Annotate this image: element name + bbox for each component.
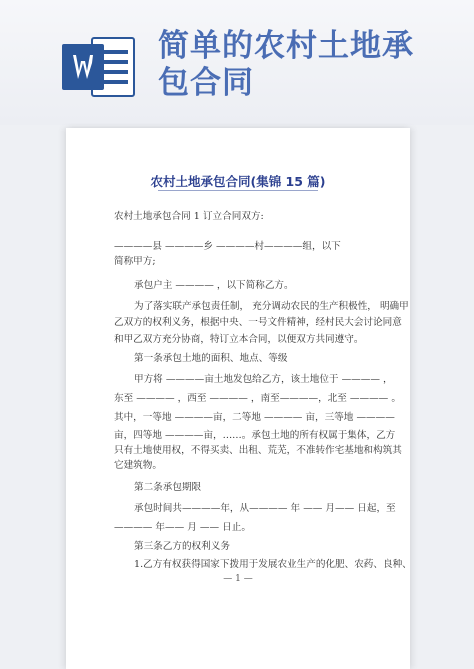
text-line: 为了落实联产承包责任制， 充分调动农民的生产积极性， 明确甲 — [134, 301, 409, 312]
text-line: 承包户主 ———— ，以下简称乙方。 — [134, 280, 294, 291]
text-line: 承包时间共————年，从———— 年 —— 月—— 日起，至 — [134, 503, 396, 514]
title-line-1: 简单的农村土地承 — [158, 28, 414, 64]
text-line: 简称甲方; — [114, 256, 156, 267]
text-line: 1.乙方有权获得国家下拨用于发展农业生产的化肥、农药、良种、 — [134, 559, 412, 570]
title-line-2: 包合同 — [158, 65, 254, 101]
text-line: 它建筑物。 — [114, 460, 162, 471]
text-line: ————县 ————乡 ————村————组，以下 — [114, 241, 341, 252]
text-line: 亩，四等地 ————亩，……。承包土地的所有权属于集体，乙方 — [114, 430, 396, 441]
word-document-icon — [62, 36, 136, 98]
section-heading: 第一条承包土地的面积、地点、等级 — [134, 353, 288, 364]
page-heading: 农村土地承包合同(集锦 15 篇) — [150, 174, 326, 189]
text-line: 乙双方的权利义务，根据中央、一号文件精神，经村民大会讨论同意 — [114, 317, 402, 328]
text-line: 农村土地承包合同 1 订立合同双方: — [114, 211, 264, 222]
section-heading: 第三条乙方的权利义务 — [134, 541, 230, 552]
document-title — [158, 28, 458, 102]
text-line: 其中，一等地 ————亩，二等地 ———— 亩，三等地 ———— — [114, 412, 395, 423]
heading-underline — [158, 190, 318, 191]
text-line: ———— 年—— 月 —— 日止。 — [114, 522, 251, 533]
page-number: — 1 — — [223, 574, 253, 584]
text-line: 甲方将 ————亩土地发包给乙方，该土地位于 ———— ， — [134, 374, 393, 385]
section-heading: 第二条承包期限 — [134, 482, 202, 493]
text-line: 东至 ———— ，西至 ———— ，南至————，北至 ———— 。 — [114, 393, 401, 404]
text-line: 和甲乙双方充分协商，特订立本合同，以便双方共同遵守。 — [114, 334, 364, 345]
text-line: 只有土地使用权，不得买卖、出租、荒芜，不准转作宅基地和构筑其 — [114, 445, 402, 456]
header-banner — [0, 0, 474, 125]
document-page — [66, 128, 410, 669]
